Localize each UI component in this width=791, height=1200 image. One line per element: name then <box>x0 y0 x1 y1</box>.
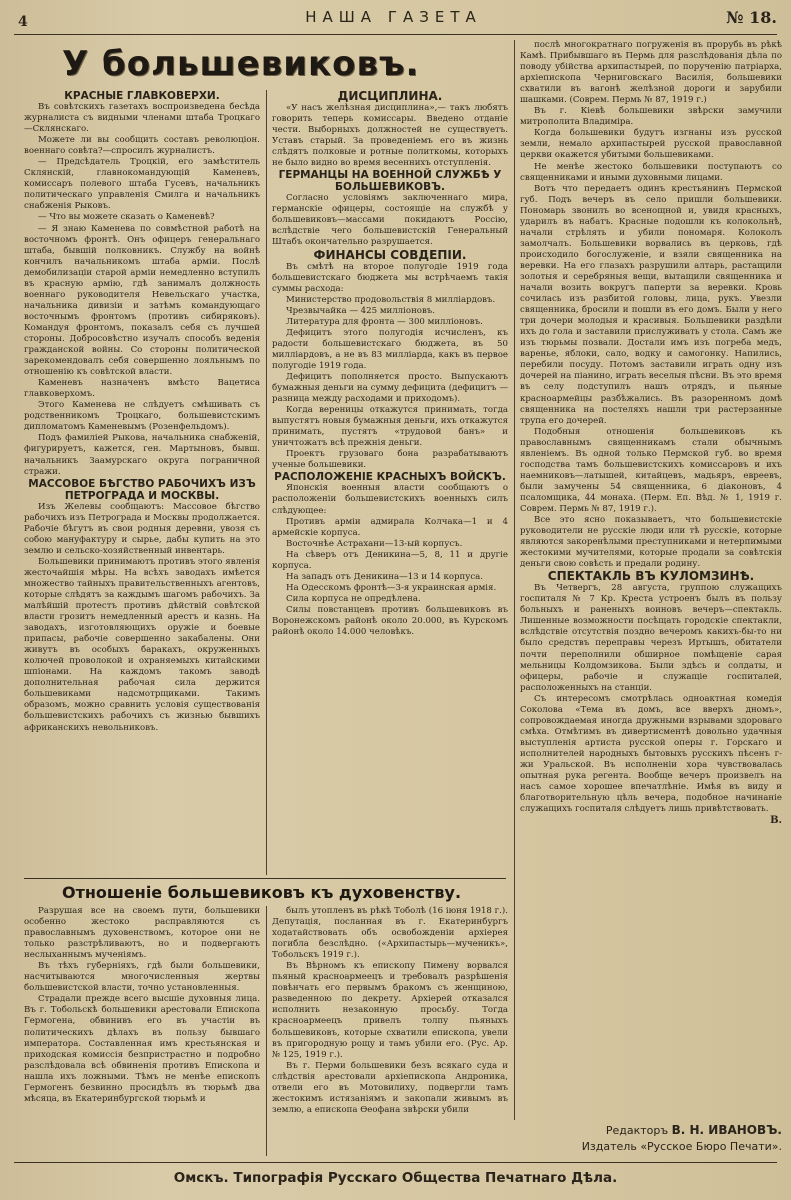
paragraph: Большевики принимаютъ противъ этого явленія жесточайшія мѣры. На всѣхъ заводахъ имѣется множество тайныхъ правительственныхъ агентовъ, которые слѣдятъ за каждымъ шагомъ рабочихъ. За малѣйшій протестъ противъ дѣйствій совѣтской власти грозитъ немедленный арестъ и казнь. На заводахъ, изготовляющихъ оружіе и боевые припасы, рабочіе совершенно закабалены. Они живутъ въ особыхъ баракахъ, окруженныхъ колючей проволокой и охраняемыхъ китайскими шпіонами. На каждомъ такомъ заводѣ дополнительная рабочая сила держится большевиками надсмотрщиками. Такимъ образомъ, можно сравнить условія существованія большевистскихъ рабочихъ съ жизнью бывшихъ африканскихъ невольниковъ. <box>24 556 260 733</box>
article-heading-raspolozhenie: РАСПОЛОЖЕНІЕ КРАСНЫХЪ ВОЙСКЪ. <box>274 471 506 484</box>
column-1 <box>24 90 260 878</box>
paragraph: Проектъ грузоваго бона разрабатываютъ ученые большевики. <box>272 449 508 471</box>
column-2 <box>272 90 508 878</box>
paragraph: Силы повстанцевъ противъ большевиковъ въ Воронежскомъ районѣ около 20.000, въ Курскомъ районѣ около 14.000 человѣкъ. <box>272 604 508 638</box>
paragraph: Можете ли вы сообщить составъ революціон. военнаго совѣта?—спросилъ журналистъ. <box>24 135 260 157</box>
paragraph: На Одесскомъ фронтѣ—3-я украинская армія. <box>286 582 497 593</box>
column-divider <box>266 90 267 875</box>
paragraph: Все это ясно показываетъ, что большевистскіе руководители не русскіе люди или тѣ русскіе, которые являются закоренѣлыми преступниками и нетерпимыми жестокими мучителями, которые продали за совѣтскія деньги свою совѣсть и предали родину. <box>520 515 782 570</box>
paragraph: Восточнѣе Астрахани—13-ый корпусъ. <box>286 538 463 549</box>
paragraph: Каменевъ назначенъ вмѣсто Вацетиса главковерхомъ. <box>24 378 260 400</box>
footer-rule <box>14 1162 777 1163</box>
paragraph: Японскія военныя власти сообщаютъ о расположеніи большевистскихъ военныхъ силъ слѣдующее: <box>272 483 508 516</box>
paragraph: Въ г. Перми большевики безъ всякаго суда и слѣдствія арестовали архіепископа Андроника, отвели его въ Мотовилиху, подвергли тамъ жестокимъ истязаніямъ и закопали живымъ въ землю, а епископа Ѳеофана звѣрски убили <box>272 1060 508 1115</box>
paragraph: Согласно условіямъ заключеннаго мира, германскіе офицеры, состоящіе на службѣ у большевиковъ—массами покидаютъ Россію, вслѣдствіе чего большевистскій Генеральный Штабъ окончательно разрушается. <box>272 193 508 248</box>
paragraph: Вотъ что передаетъ одинъ крестьянинъ Пермской губ. Подъ вечеръ въ село пришли большевики. Пономарь звонилъ во всенощной и, увидя красныхъ, ударилъ въ набатъ. Красные подошли къ колокольнѣ, начали стрѣлять и убили пономаря. Колоколъ замолчалъ. Большевики ворвались въ церковь, гдѣ происходило богослуженіе, и взяли священника на веревки. На его глазахъ разрушили алтарь, растащили золотыя и серебряныя вещи, вытащили священника и начали возить вокругъ паперти за веревки. Кровь сочилась изъ разбитой головы, лица, рукъ. Увезли священника, бросили и пошли въ его домъ. Были у него три дочери молодыя и красивыя. Большевики раздѣли ихъ до гола и заставили прислуживать у стола. Самъ же изъ тюрьмы позвали. Достали имъ изъ погреба медъ, варенье, яблоки, сало, водку и самогонку. Напились, перебили посуду. Потомъ заставили играть одну изъ дочерей на піанино, играть веселыя пѣсни. Въ это время въ селу подступилъ нашъ отрядъ, и пьяные красноармейцы разбѣжались. Въ разоренномъ домѣ священника на постеляхъ нашли три растерзанные трупа его дочерей. <box>520 183 782 426</box>
main-headline: У большевиковъ. <box>62 44 420 84</box>
paragraph: На сѣверъ отъ Деникина—5, 8, 11 и другіе корпуса. <box>272 549 508 571</box>
paragraph: — Что вы можете сказать о Каменевѣ? <box>38 212 215 223</box>
paragraph: На западъ отъ Деникина—13 и 14 корпуса. <box>286 571 483 582</box>
paragraph: — Предсѣдатель Троцкій, его замѣститель Склянскій, главнокомандующій Каменевъ, комиссаръ полевого штаба Гусевъ, начальникъ политическаго управленія Смилга и начальникъ снабженія Рыковъ. <box>24 157 260 212</box>
paragraph: Въ смѣтѣ на второе полугодіе 1919 года большевистскаго бюджета мы встрѣчаемъ такія суммы расхода: <box>272 261 508 294</box>
article-signature: В. <box>770 815 782 827</box>
paragraph: Подъ фамиліей Рыкова, начальника снабженій, фигурируетъ, кажется, ген. Мартыновъ, бывш. начальникъ Заамурскаго округа пограничной стражи. <box>24 433 260 477</box>
editor-label: Редакторъ <box>605 1124 669 1137</box>
page-header <box>10 6 777 32</box>
paragraph: Страдали прежде всего высшіе духовныя лица. Въ г. Тобольскѣ большевики арестовали Епископа Гермогена, обвинивъ его въ участіи въ политическихъ дѣлахъ въ пользу бывшаго императора. Составленная имъ крестьянская и приходская комиссія безпристрастно и подробно разслѣдовала всѣ обвиненія противъ Епископа и нашла ихъ ложными. Тѣмъ не менѣе епископъ Гермогенъ безвинно просидѣлъ въ тюрьмѣ два мѣсяца, въ Екатеринбургской тюрьмѣ и <box>24 994 260 1104</box>
page-number: 4 <box>18 14 28 30</box>
paragraph: Въ г. Кіевѣ большевики звѣрски замучили митрополита Владиміра. <box>520 106 782 128</box>
paragraph: Литература для фронта — 300 милліоновъ. <box>286 316 483 327</box>
issue-number: № 18. <box>726 8 777 27</box>
paragraph: «У насъ желѣзная дисциплина»,— такъ любятъ говорить теперь комиссары. Введено отданіе чести. Выборныхъ должностей не существуетъ. Уставъ старый. За проведеніемъ его въ жизнь слѣдятъ полковые и ротные политкомы, которыхъ не было видно во время весеннихъ отступленія. <box>272 103 508 169</box>
header-rule <box>14 34 777 35</box>
paragraph: Этого Каменева не слѣдуетъ смѣшивать съ родственникомъ Троцкаго, большевистскимъ дипломатомъ Каменевымъ (Розенфельдомъ). <box>24 400 260 433</box>
paragraph: Дефицитъ этого полугодія исчисленъ, къ радости большевистскаго бюджета, въ 50 милліардовъ, а не въ 83 милліарда, какъ въ первое полугодіе 1919 года. <box>272 327 508 371</box>
paragraph: Въ Четвергъ, 28 августа, группою служащихъ госпиталя № 7 Кр. Креста устроенъ былъ въ пользу больныхъ и раненыхъ воиновъ вечеръ—спектакль. Лишенные возможности посѣщать городскіе спектакли, вслѣдствіе отсутствія поздно вечеромъ какихъ-бы-то ни было средствъ переправы черезъ Иртышъ, обитатели почти переполнили обширное помѣщеніе сарая мельницы Колдомзикова. Были здѣсь и солдаты, и офицеры, рабочіе и служащіе госпиталей, расположенныхъ на станціи. <box>520 583 782 693</box>
column-divider <box>266 906 267 1156</box>
paragraph: Когда вереницы откажутся принимать, тогда выпустятъ новыя бумажныя деньги, ихъ откажутся принимать, пустятъ «трудовой банъ» и уничтожатъ всѣ прежнія деньги. <box>272 405 508 449</box>
paragraph: Въ совѣтскихъ газетахъ воспроизведена бесѣда журналиста съ видными членами штаба Троцкаго—Склянскаго. <box>24 102 260 135</box>
paragraph: Не менѣе жестоко большевики поступаютъ со священниками и иными духовными лицами. <box>520 161 782 183</box>
section-rule <box>24 878 506 879</box>
paragraph: Чрезвычайка — 425 милліоновъ. <box>286 305 436 316</box>
article-heading-germancy: ГЕРМАНЦЫ НА ВОЕННОЙ СЛУЖБѢ У БОЛЬШЕВИКОВЪ. <box>278 169 502 194</box>
editor-block <box>520 1122 782 1155</box>
editor-line <box>520 1122 782 1139</box>
column-3 <box>520 40 782 1116</box>
paragraph: Въ Вѣрномъ къ епископу Пимену ворвался пьяный красноармеецъ и требовалъ разрѣшенія повѣнчать его первымъ бракомъ съ женщиною, разведенною по декрету. Архіерей отказался исполнить незаконную просьбу. Тогда красноармеецъ привелъ толпу пьяныхъ большевиковъ, которые схватили епископа, увели въ пригородную рощу и тамъ убили его. (Рус. Ар. № 125, 1919 г.). <box>272 961 508 1060</box>
publisher-line: Издатель «Русское Бюро Печати». <box>581 1140 782 1153</box>
article-heading-spektakl: СПЕКТАКЛЬ ВЪ КУЛОМЗИНѢ. <box>547 569 755 584</box>
article-heading-duhovenstvo: Отношеніе большевиковъ къ духовенству. <box>62 883 462 902</box>
paragraph: Противъ арміи адмирала Колчака—1 и 4 армейскіе корпуса. <box>272 516 508 538</box>
paragraph: послѣ многократнаго погруженія въ прорубь въ рѣкѣ Камѣ. Прибывшаго въ Пермь для разслѣдованія дѣла по поводу убійства архипастырей, по порученію патріарха, архіепископа Черниговскаго Василія, большевики схватили въ вагонѣ желѣзной дороги и зарубили шашками. (Соврем. Пермь № 87, 1919 г.) <box>520 40 782 106</box>
newspaper-name: НАША ГАЗЕТА <box>305 8 482 26</box>
paragraph: Разрушая все на своемъ пути, большевики особенно жестоко расправляются съ православнымъ духовенствомъ, которое они не только разстрѣливаютъ, но и подвергаютъ неслыханнымъ мученіямъ. <box>24 906 260 961</box>
paragraph: Съ интересомъ смотрѣлась одноактная комедія Соколова «Тема въ домъ, все вверхъ дномъ», сопровождаемая иногда дружными взрывами здороваго смѣха. Отмѣтимъ въ дивертисментѣ довольно удачныя выступленія артиста русской оперы г. Горскаго и исполнителей народныхъ бытовыхъ русскихъ пѣсенъ г-жи Уральской. Въ исполненіи хора чувствовалась опытная рука регента. Вообще вечеръ произвелъ на насъ самое хорошее впечатлѣніе. Имѣя въ виду и благотворительную цѣль вечера, подобное начинаніе служащихъ госпиталя слѣдуетъ лишь привѣтствовать. <box>520 693 782 815</box>
paragraph: Дефицитъ пополняется просто. Выпускаютъ бумажныя деньги на сумму дефицита (дефицитъ — разница между расходами и приходомъ). <box>272 371 508 405</box>
paragraph: — Я знаю Каменева по совмѣстной работѣ на восточномъ фронтѣ. Онъ офицеръ генеральнаго штаба, бывшій полковникъ. Службу на войнѣ кончилъ начальникомъ штаба арміи. Послѣ демобилизаціи старой арміи немедленно вступилъ въ красную армію, гдѣ занималъ должность военнаго руководителя Невельскаго участка, начальника дивизіи и затѣмъ командующаго восточнымъ фронтомъ (противъ сибиряковъ). Командуя фронтомъ, показалъ себя съ лучшей стороны. Добросовѣстно изучалъ способъ веденія гражданской войны. Со стороны политической зарекомендовалъ себя совершенно лояльнымъ по отношенію къ совѣтской власти. <box>24 223 260 378</box>
paragraph: Сила корпуса не опредѣлена. <box>286 593 421 604</box>
paragraph: Подобныя отношенія большевиковъ къ православнымъ священникамъ стали обычнымъ явленіемъ. Въ одной только Пермской губ. во время господства тамъ большевистскихъ комиссаровъ и ихъ наемниковъ—латышей, китайцевъ, мадьяръ, евреевъ, были замучены 54 священника, 6 діаконовъ, 4 псаломщика, 44 монаха. (Перм. Еп. Вѣд. № 1, 1919 г. Соврем. Пермь № 87, 1919 г.). <box>520 426 782 514</box>
column-divider <box>514 40 515 1120</box>
paragraph: Изъ Желевы сообщаютъ: Массовое бѣгство рабочихъ изъ Петрограда и Москвы продолжается. Рабочіе бѣгутъ въ свои родныя деревни, увозя съ собою мануфактуру и сырье, дабы купить на это землю и сельско-хозяйственный инвентарь. <box>24 501 260 556</box>
editor-name: В. Н. ИВАНОВЪ. <box>671 1123 782 1137</box>
column-1-lower <box>24 906 260 1156</box>
paragraph: былъ утопленъ въ рѣкѣ Тоболѣ (16 іюня 1918 г.). Депутація, посланная въ г. Екатеринбургъ ходатайствовать объ освобожденіи архіерея погибла безслѣдно. («Архипастырь—мученикъ», Тобольскъ 1919 г.). <box>272 906 508 961</box>
paragraph: Когда большевики будутъ изгнаны изъ русской земли, немало архипастырей русской православной церкви окажется убитыми большевиками. <box>520 128 782 161</box>
article-heading-disciplina: ДИСЦИПЛИНА. <box>337 90 443 103</box>
article-heading-glavkoverkhi: КРАСНЫЕ ГЛАВКОВЕРХИ. <box>64 90 220 102</box>
paragraph: Министерство продовольствія 8 милліардовъ. <box>286 294 496 305</box>
article-heading-finansy: ФИНАНСЫ СОВДЕПІИ. <box>313 247 467 262</box>
printer-imprint: Омскъ. Типографія Русскаго Общества Печатнаго Дѣла. <box>173 1170 618 1186</box>
paragraph: Въ тѣхъ губерніяхъ, гдѣ были большевики, насчитываются многочисленныя жертвы большевистской власти, точно установленныя. <box>24 961 260 994</box>
column-2-lower <box>272 906 508 1156</box>
article-heading-begstvo: МАССОВОЕ БѢГСТВО РАБОЧИХЪ ИЗЪ ПЕТРОГРАДА И МОСКВЫ. <box>28 477 256 502</box>
